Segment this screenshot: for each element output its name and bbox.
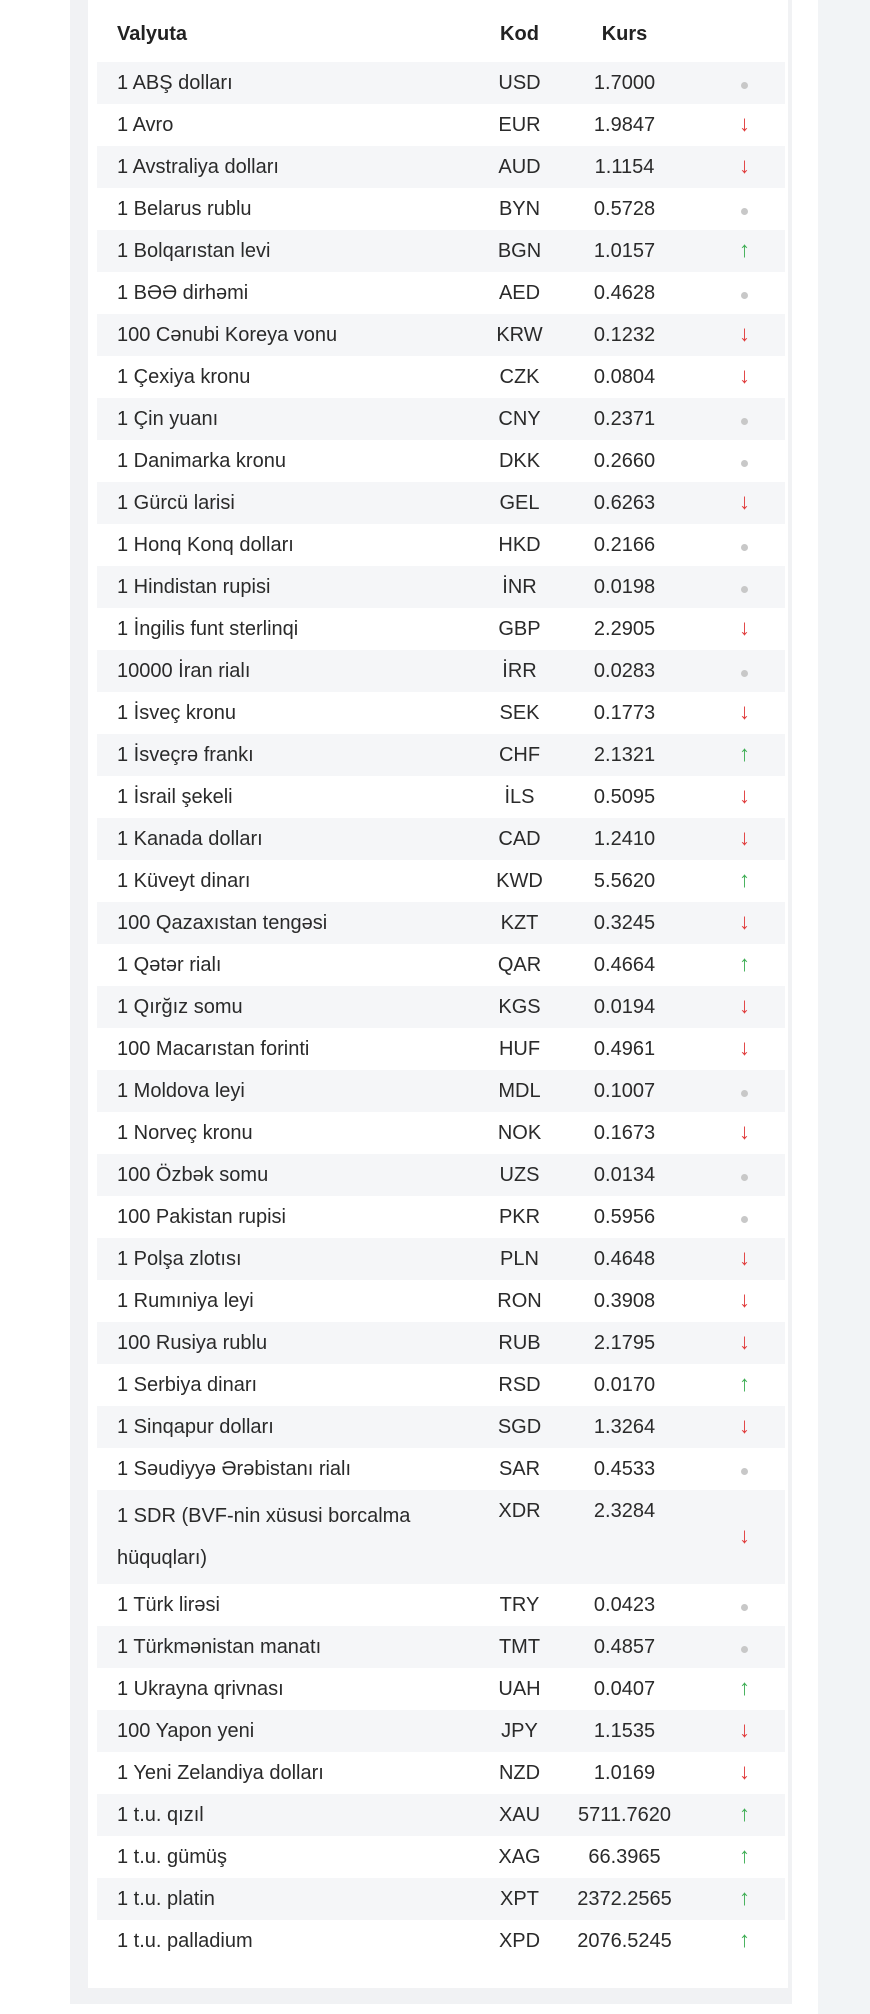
currency-code: GBP	[498, 617, 541, 640]
arrow-up-icon: ↑	[739, 1675, 750, 1700]
trend-cell	[682, 776, 785, 818]
unchanged-dot-icon	[741, 1646, 748, 1653]
trend-cell	[682, 104, 785, 146]
currency-name: 1 Polşa zlotısı	[97, 1238, 472, 1280]
currency-name: 1 Çexiya kronu	[117, 365, 251, 388]
arrow-down-icon: ↓	[739, 1717, 750, 1742]
table-row	[97, 398, 785, 440]
table-row	[97, 1154, 785, 1196]
exchange-rate: 5711.7620	[567, 1794, 682, 1836]
currency-name: 1 Çin yuanı	[97, 398, 472, 440]
unchanged-dot-icon	[741, 208, 748, 215]
arrow-down-icon: ↓	[739, 615, 750, 640]
unchanged-dot-icon	[741, 586, 748, 593]
currency-name: 1 Danimarka kronu	[117, 449, 286, 472]
trend-cell	[682, 1752, 785, 1794]
arrow-down-icon: ↓	[739, 1245, 750, 1270]
arrow-up-icon: ↑	[739, 237, 750, 262]
table-row	[97, 272, 785, 314]
arrow-up-icon: ↑	[739, 1801, 750, 1826]
currency-name: 1 Qırğız somu	[97, 986, 472, 1028]
table-row	[97, 986, 785, 1028]
trend-cell	[682, 1112, 785, 1154]
currency-code: AED	[498, 281, 541, 304]
exchange-rate: 1.0157	[567, 230, 682, 272]
currency-code: XPT	[472, 1878, 567, 1920]
unchanged-dot-icon	[741, 1604, 748, 1611]
table-row	[97, 524, 785, 566]
exchange-rate: 0.4648	[567, 1238, 682, 1280]
exchange-rate: 1.1154	[567, 146, 682, 188]
currency-name: 1 Norveç kronu	[117, 1121, 253, 1144]
currency-code: İLS	[504, 785, 535, 808]
currency-code: NOK	[497, 1121, 542, 1144]
arrow-down-icon: ↓	[739, 1413, 750, 1438]
currency-code: CZK	[499, 365, 540, 388]
exchange-rate: 2372.2565	[567, 1878, 682, 1920]
table-row	[97, 1878, 785, 1920]
table-row	[97, 62, 785, 104]
exchange-rate: 2076.5245	[577, 1929, 672, 1952]
trend-cell	[682, 272, 785, 314]
currency-name: 1 İsrail şekeli	[117, 785, 233, 808]
unchanged-dot-icon	[741, 82, 748, 89]
trend-cell	[682, 608, 785, 650]
arrow-up-icon: ↑	[739, 1885, 750, 1910]
arrow-down-icon: ↓	[739, 825, 750, 850]
currency-code: BGN	[472, 230, 567, 272]
trend-cell	[682, 860, 785, 902]
currency-name: 1 t.u. gümüş	[117, 1845, 228, 1868]
table-row	[97, 1836, 785, 1878]
exchange-rate: 0.4664	[593, 953, 656, 976]
trend-cell	[682, 1490, 785, 1584]
currency-name: 1 Səudiyyə Ərəbistanı rialı	[117, 1457, 352, 1480]
currency-code: CAD	[472, 818, 567, 860]
trend-cell	[682, 944, 785, 986]
arrow-down-icon: ↓	[739, 363, 750, 388]
trend-cell	[682, 734, 785, 776]
exchange-rate: 1.2410	[567, 818, 682, 860]
table-row	[97, 776, 785, 818]
currency-rates-table	[97, 10, 785, 1962]
unchanged-dot-icon	[741, 292, 748, 299]
table-row	[97, 692, 785, 734]
exchange-rate: 0.1007	[567, 1070, 682, 1112]
currency-code: DKK	[498, 449, 541, 472]
table-row	[97, 818, 785, 860]
unchanged-dot-icon	[741, 1216, 748, 1223]
currency-name: 1 SDR (BVF-nin xüsusi borcalma hüquqları)	[97, 1490, 472, 1584]
exchange-rate: 0.0423	[593, 1593, 656, 1616]
trend-cell	[682, 440, 785, 482]
currency-code: TMT	[472, 1626, 567, 1668]
trend-cell	[682, 1668, 785, 1710]
table-row	[97, 230, 785, 272]
currency-code: CHF	[472, 734, 567, 776]
arrow-down-icon: ↓	[739, 153, 750, 178]
exchange-rate: 0.1232	[567, 314, 682, 356]
trend-cell	[682, 1322, 785, 1364]
currency-code: GEL	[472, 482, 567, 524]
table-row	[97, 1752, 785, 1794]
arrow-down-icon: ↓	[739, 783, 750, 808]
trend-cell	[682, 1794, 785, 1836]
currency-name: 1 Rumıniya leyi	[117, 1289, 254, 1312]
table-row	[97, 1238, 785, 1280]
exchange-rate: 0.0170	[593, 1373, 656, 1396]
unchanged-dot-icon	[741, 1174, 748, 1181]
currency-code: TRY	[499, 1593, 540, 1616]
trend-cell	[682, 1626, 785, 1668]
arrow-up-icon: ↑	[739, 867, 750, 892]
currency-code: RON	[497, 1289, 542, 1312]
currency-name: 1 Gürcü larisi	[97, 482, 472, 524]
currency-code: XAG	[498, 1845, 541, 1868]
table-row	[97, 1364, 785, 1406]
currency-code: KWD	[496, 869, 543, 892]
unchanged-dot-icon	[741, 460, 748, 467]
column-header-currency: Valyuta	[117, 22, 188, 45]
currency-code: KGS	[472, 986, 567, 1028]
currency-code: USD	[472, 62, 567, 104]
exchange-rate: 0.0283	[567, 650, 682, 692]
exchange-rate: 0.2166	[593, 533, 656, 556]
trend-cell	[682, 356, 785, 398]
trend-cell	[682, 230, 785, 272]
exchange-rate: 0.5956	[593, 1205, 656, 1228]
currency-name: 100 Cənubi Koreya vonu	[97, 314, 472, 356]
currency-code: HKD	[498, 533, 541, 556]
trend-cell	[682, 146, 785, 188]
exchange-rate: 66.3965	[588, 1845, 661, 1868]
arrow-down-icon: ↓	[739, 1523, 750, 1548]
trend-cell	[682, 1710, 785, 1752]
trend-cell	[682, 62, 785, 104]
table-row	[97, 314, 785, 356]
currency-code: KRW	[472, 314, 567, 356]
table-row	[97, 1584, 785, 1626]
currency-code: RUB	[472, 1322, 567, 1364]
arrow-down-icon: ↓	[739, 909, 750, 934]
currency-name: 1 t.u. qızıl	[97, 1794, 472, 1836]
trend-cell	[682, 1196, 785, 1238]
exchange-rate: 2.3284	[567, 1490, 682, 1584]
arrow-down-icon: ↓	[739, 699, 750, 724]
trend-cell	[682, 1448, 785, 1490]
unchanged-dot-icon	[741, 1090, 748, 1097]
table-row	[97, 1070, 785, 1112]
arrow-up-icon: ↑	[739, 741, 750, 766]
currency-code: İNR	[472, 566, 567, 608]
right-margin	[818, 0, 870, 2014]
currency-name: 1 İsveçrə frankı	[97, 734, 472, 776]
trend-cell	[682, 650, 785, 692]
arrow-down-icon: ↓	[739, 321, 750, 346]
exchange-rate: 1.7000	[567, 62, 682, 104]
currency-name: 1 t.u. palladium	[117, 1929, 253, 1952]
currency-code: KZT	[472, 902, 567, 944]
trend-cell	[682, 398, 785, 440]
unchanged-dot-icon	[741, 1468, 748, 1475]
currency-code: XAU	[472, 1794, 567, 1836]
exchange-rate: 0.3245	[567, 902, 682, 944]
trend-cell	[682, 1070, 785, 1112]
currency-name: 1 Yeni Zelandiya dolları	[117, 1761, 324, 1784]
currency-code: PKR	[498, 1205, 541, 1228]
currency-code: HUF	[498, 1037, 541, 1060]
arrow-down-icon: ↓	[739, 1759, 750, 1784]
table-row	[97, 1794, 785, 1836]
currency-name: 1 Ukrayna qrivnası	[117, 1677, 284, 1700]
currency-name: 1 Avro	[117, 113, 174, 136]
table-row	[97, 1112, 785, 1154]
arrow-down-icon: ↓	[739, 489, 750, 514]
trend-cell	[682, 1154, 785, 1196]
currency-name: 1 Avstraliya dolları	[97, 146, 472, 188]
exchange-rate: 0.1773	[593, 701, 656, 724]
currency-code: BYN	[498, 197, 541, 220]
table-row	[97, 860, 785, 902]
trend-cell	[682, 566, 785, 608]
table-row	[97, 356, 785, 398]
arrow-up-icon: ↑	[739, 1843, 750, 1868]
trend-cell	[682, 1028, 785, 1070]
trend-cell	[682, 1364, 785, 1406]
exchange-rate: 1.1535	[567, 1710, 682, 1752]
exchange-rate: 0.4961	[593, 1037, 656, 1060]
currency-name: 1 Honq Konq dolları	[117, 533, 294, 556]
arrow-down-icon: ↓	[739, 1035, 750, 1060]
table-row	[97, 1028, 785, 1070]
table-row	[97, 734, 785, 776]
trend-cell	[682, 188, 785, 230]
table-row	[97, 482, 785, 524]
trend-cell	[682, 482, 785, 524]
currency-name: 100 Qazaxıstan tengəsi	[97, 902, 472, 944]
currency-name: 1 Serbiya dinarı	[117, 1373, 258, 1396]
trend-cell	[682, 818, 785, 860]
trend-cell	[682, 902, 785, 944]
arrow-down-icon: ↓	[739, 111, 750, 136]
currency-code: NZD	[498, 1761, 541, 1784]
currency-code: PLN	[472, 1238, 567, 1280]
table-row	[97, 440, 785, 482]
currency-code: SEK	[499, 701, 540, 724]
exchange-rate: 0.0804	[593, 365, 656, 388]
currency-name: 1 Bolqarıstan levi	[97, 230, 472, 272]
currency-name: 10000 İran rialı	[97, 650, 472, 692]
arrow-down-icon: ↓	[739, 1329, 750, 1354]
table-row	[97, 650, 785, 692]
currency-name: 1 Kanada dolları	[97, 818, 472, 860]
trend-cell	[682, 1584, 785, 1626]
table-row	[97, 1710, 785, 1752]
currency-name: 1 Moldova leyi	[97, 1070, 472, 1112]
column-header-rate: Kurs	[601, 22, 648, 45]
currency-name: 1 İsveç kronu	[117, 701, 236, 724]
exchange-rate: 2.2905	[593, 617, 656, 640]
currency-code: EUR	[498, 113, 541, 136]
exchange-rate: 2.1321	[567, 734, 682, 776]
column-header-trend	[682, 10, 785, 62]
table-row	[97, 608, 785, 650]
arrow-up-icon: ↑	[739, 1927, 750, 1952]
table-row	[97, 1626, 785, 1668]
exchange-rate: 0.6263	[567, 482, 682, 524]
table-row	[97, 566, 785, 608]
trend-cell	[682, 1836, 785, 1878]
currency-code: SGD	[472, 1406, 567, 1448]
exchange-rate: 2.1795	[567, 1322, 682, 1364]
currency-name: 1 ABŞ dolları	[97, 62, 472, 104]
table-row	[97, 1196, 785, 1238]
exchange-rate: 0.5095	[593, 785, 656, 808]
currency-code: XDR	[472, 1490, 567, 1584]
exchange-rate: 0.5728	[593, 197, 656, 220]
exchange-rate: 0.4857	[567, 1626, 682, 1668]
trend-cell	[682, 314, 785, 356]
currency-code: İRR	[472, 650, 567, 692]
exchange-rate: 0.4628	[593, 281, 656, 304]
currency-code: UZS	[472, 1154, 567, 1196]
currency-code: QAR	[497, 953, 542, 976]
trend-cell	[682, 1238, 785, 1280]
currency-code: SAR	[498, 1457, 541, 1480]
currency-name: 1 İngilis funt sterlinqi	[117, 617, 299, 640]
table-row	[97, 902, 785, 944]
currency-code: XPD	[498, 1929, 541, 1952]
exchange-rate: 0.0134	[567, 1154, 682, 1196]
trend-cell	[682, 1406, 785, 1448]
currency-code: RSD	[498, 1373, 541, 1396]
trend-cell	[682, 1878, 785, 1920]
trend-cell	[682, 1920, 785, 1962]
currency-name: 1 Belarus rublu	[117, 197, 252, 220]
exchange-rate: 0.0194	[567, 986, 682, 1028]
table-row	[97, 146, 785, 188]
currency-name: 1 Türkmənistan manatı	[97, 1626, 472, 1668]
column-header-code: Kod	[500, 22, 539, 45]
table-row	[97, 1490, 785, 1584]
currency-code: CNY	[472, 398, 567, 440]
currency-name: 100 Macarıstan forinti	[117, 1037, 310, 1060]
currency-name: 1 Qətər rialı	[117, 953, 222, 976]
currency-name: 100 Rusiya rublu	[97, 1322, 472, 1364]
currency-name: 1 Sinqapur dolları	[97, 1406, 472, 1448]
trend-cell	[682, 692, 785, 734]
unchanged-dot-icon	[741, 544, 748, 551]
table-row	[97, 1668, 785, 1710]
exchange-rate: 0.4533	[593, 1457, 656, 1480]
unchanged-dot-icon	[741, 418, 748, 425]
currency-name: 1 BƏƏ dirhəmi	[117, 281, 249, 304]
exchange-rate: 0.3908	[593, 1289, 656, 1312]
exchange-rate: 0.2660	[593, 449, 656, 472]
trend-cell	[682, 524, 785, 566]
table-row	[97, 944, 785, 986]
arrow-down-icon: ↓	[739, 1287, 750, 1312]
currency-name: 100 Yapon yeni	[97, 1710, 472, 1752]
arrow-down-icon: ↓	[739, 993, 750, 1018]
table-row	[97, 1448, 785, 1490]
table-row	[97, 1280, 785, 1322]
table-row	[97, 1322, 785, 1364]
table-row	[97, 104, 785, 146]
exchange-rate: 1.0169	[593, 1761, 656, 1784]
arrow-down-icon: ↓	[739, 1119, 750, 1144]
table-row	[97, 1920, 785, 1962]
currency-code: JPY	[472, 1710, 567, 1752]
exchange-rate: 5.5620	[593, 869, 656, 892]
currency-code: MDL	[472, 1070, 567, 1112]
arrow-up-icon: ↑	[739, 951, 750, 976]
exchange-rate: 1.3264	[567, 1406, 682, 1448]
exchange-rate: 0.0198	[567, 566, 682, 608]
currency-name: 1 t.u. platin	[97, 1878, 472, 1920]
currency-code: AUD	[472, 146, 567, 188]
currency-code: UAH	[498, 1677, 541, 1700]
exchange-rate: 0.0407	[593, 1677, 656, 1700]
currency-name: 1 Türk lirəsi	[117, 1593, 220, 1616]
currency-name: 1 Küveyt dinarı	[117, 869, 251, 892]
exchange-rate: 0.1673	[593, 1121, 656, 1144]
trend-cell	[682, 1280, 785, 1322]
currency-name: 100 Özbək somu	[97, 1154, 472, 1196]
exchange-rate: 1.9847	[593, 113, 656, 136]
arrow-up-icon: ↑	[739, 1371, 750, 1396]
currency-name: 100 Pakistan rupisi	[117, 1205, 286, 1228]
unchanged-dot-icon	[741, 670, 748, 677]
table-header-row	[97, 10, 785, 62]
exchange-rate: 0.2371	[567, 398, 682, 440]
table-row	[97, 188, 785, 230]
trend-cell	[682, 986, 785, 1028]
currency-name: 1 Hindistan rupisi	[97, 566, 472, 608]
table-row	[97, 1406, 785, 1448]
